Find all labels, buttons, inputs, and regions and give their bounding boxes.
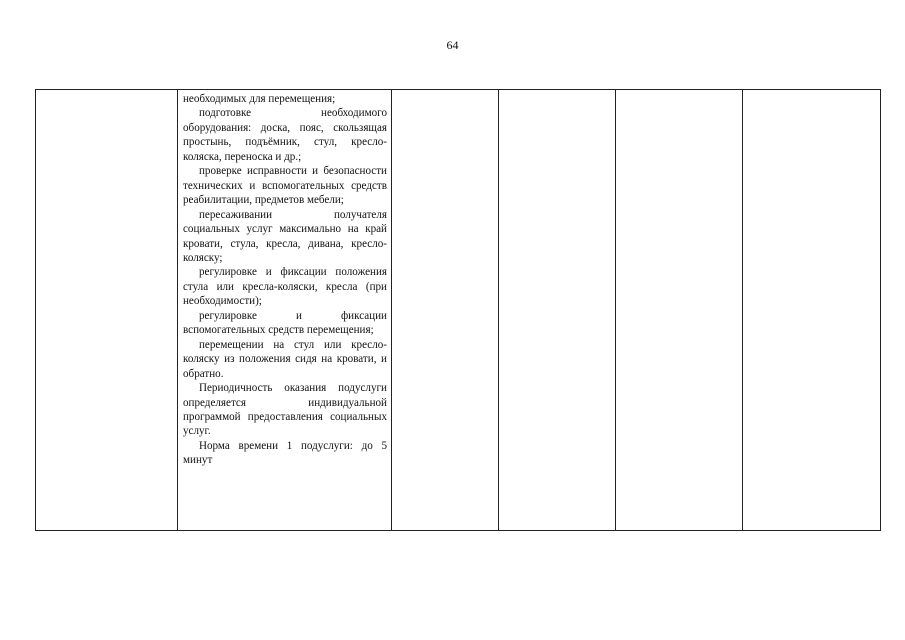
table-cell-3 [392, 90, 499, 531]
description-text [178, 90, 391, 468]
paragraph-4: пересаживании получателя социальных услуг максимально на край кровати, стула, кресла, дивана, кресло-коляску; [183, 208, 387, 264]
paragraph-9: Норма времени 1 подуслуги: до 5 минут [183, 439, 387, 467]
table-row [36, 90, 881, 531]
paragraph-3: проверке исправности и безопасности технических и вспомогательных средств реабилитации, предметов мебели; [183, 165, 387, 207]
table-cell-5 [616, 90, 743, 531]
page-number: 64 [446, 38, 459, 52]
paragraph-8: Периодичность оказания подуслуги определяется индивидуальной программой предоставления социальных услуг. [183, 382, 387, 438]
paragraph-7: перемещении на стул или кресло-коляску из положения сидя на кровати, и обратно. [183, 338, 387, 380]
service-table [35, 89, 881, 531]
paragraph-6: регулировке и фиксации вспомогательных средств перемещения; [183, 309, 387, 337]
table-cell-1 [36, 90, 178, 531]
table-cell-4 [499, 90, 616, 531]
paragraph-5: регулировке и фиксации положения стула или кресла-коляски, кресла (при необходимости); [183, 266, 387, 308]
paragraph-1: необходимых для перемещения; [183, 93, 336, 105]
table-cell-description [178, 90, 392, 531]
table-cell-6 [743, 90, 881, 531]
paragraph-2: подготовке необходимого оборудования: доска, пояс, скользящая простынь, подъёмник, стул, кресло-коляска, переноска и др.; [183, 107, 387, 163]
